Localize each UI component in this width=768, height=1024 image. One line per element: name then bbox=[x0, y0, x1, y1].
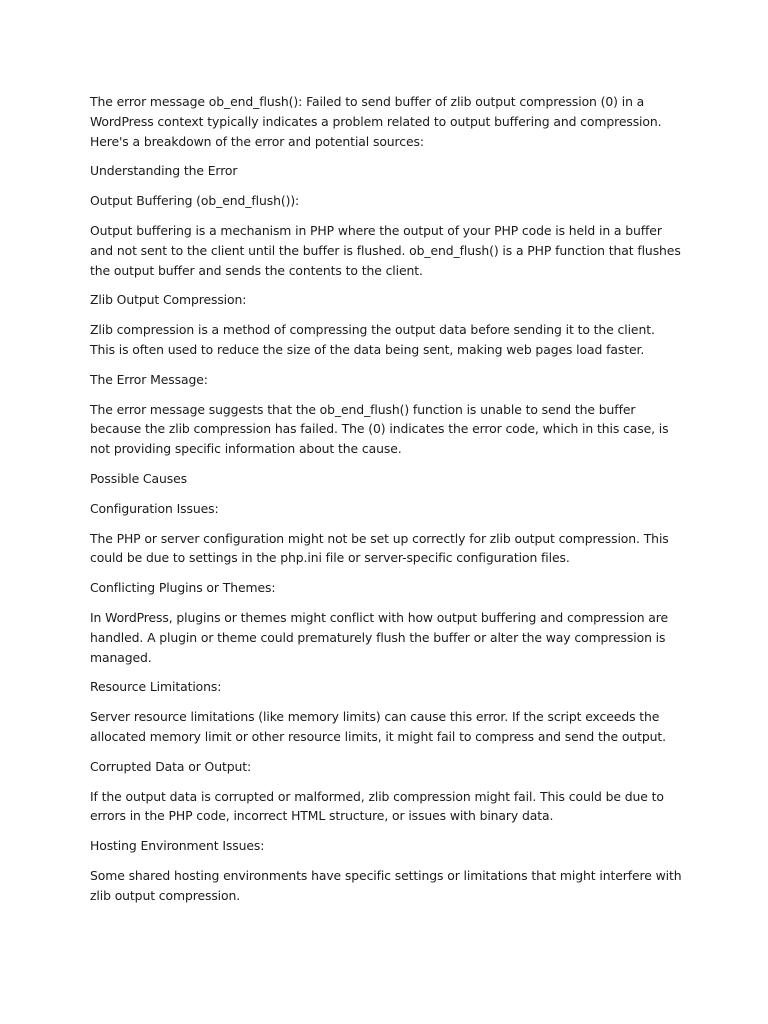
paragraph-conflicting-plugins: In WordPress, plugins or themes might conflict with how output buffering and compression are handled. A plugin or theme could prematurely flush the buffer or alter the way compression is managed. bbox=[90, 609, 669, 665]
subheading-output-buffering: Output Buffering (ob_end_flush()): bbox=[90, 193, 300, 209]
paragraph-configuration-issues: The PHP or server configuration might not be set up correctly for zlib output compression. This could be due to settings in the php.ini file or server-specific configuration files. bbox=[90, 530, 669, 566]
document-body bbox=[90, 92, 682, 916]
paragraph-hosting-environment: Some shared hosting environments have specific settings or limitations that might interfere with zlib output compression. bbox=[90, 867, 682, 903]
paragraph-corrupted-data: If the output data is corrupted or malformed, zlib compression might fail. This could be due to errors in the PHP code, incorrect HTML structure, or issues with binary data. bbox=[90, 788, 664, 824]
subheading-zlib-compression: Zlib Output Compression: bbox=[90, 292, 247, 308]
paragraph-error-message: The error message suggests that the ob_end_flush() function is unable to send the buffer because the zlib compression has failed. The (0) indicates the error code, which in this case, is not providing specific information about the cause. bbox=[90, 401, 669, 457]
paragraph-output-buffering: Output buffering is a mechanism in PHP where the output of your PHP code is held in a buffer and not sent to the client until the buffer is flushed. ob_end_flush() is a PHP function that flushes the output buffer and sends the contents to the client. bbox=[90, 222, 681, 278]
subheading-resource-limitations: Resource Limitations: bbox=[90, 679, 222, 695]
subheading-corrupted-data: Corrupted Data or Output: bbox=[90, 758, 252, 774]
section-heading-understanding: Understanding the Error bbox=[90, 163, 238, 179]
subheading-hosting-environment: Hosting Environment Issues: bbox=[90, 838, 265, 854]
section-heading-possible-causes: Possible Causes bbox=[90, 470, 187, 486]
subheading-configuration-issues: Configuration Issues: bbox=[90, 500, 219, 516]
subheading-conflicting-plugins: Conflicting Plugins or Themes: bbox=[90, 580, 276, 596]
paragraph-zlib-compression: Zlib compression is a method of compressing the output data before sending it to the client. This is often used to reduce the size of the data being sent, making web pages load faster. bbox=[90, 322, 655, 357]
paragraph-resource-limitations: Server resource limitations (like memory limits) can cause this error. If the script exceeds the allocated memory limit or other resource limits, it might fail to compress and send the output. bbox=[90, 709, 666, 744]
subheading-error-message: The Error Message: bbox=[90, 371, 208, 387]
intro-paragraph: The error message ob_end_flush(): Failed to send buffer of zlib output compression (0) in a WordPress context typically indicates a problem related to output buffering and compression. Here's a breakdown of the error and potential sources: bbox=[90, 94, 662, 149]
